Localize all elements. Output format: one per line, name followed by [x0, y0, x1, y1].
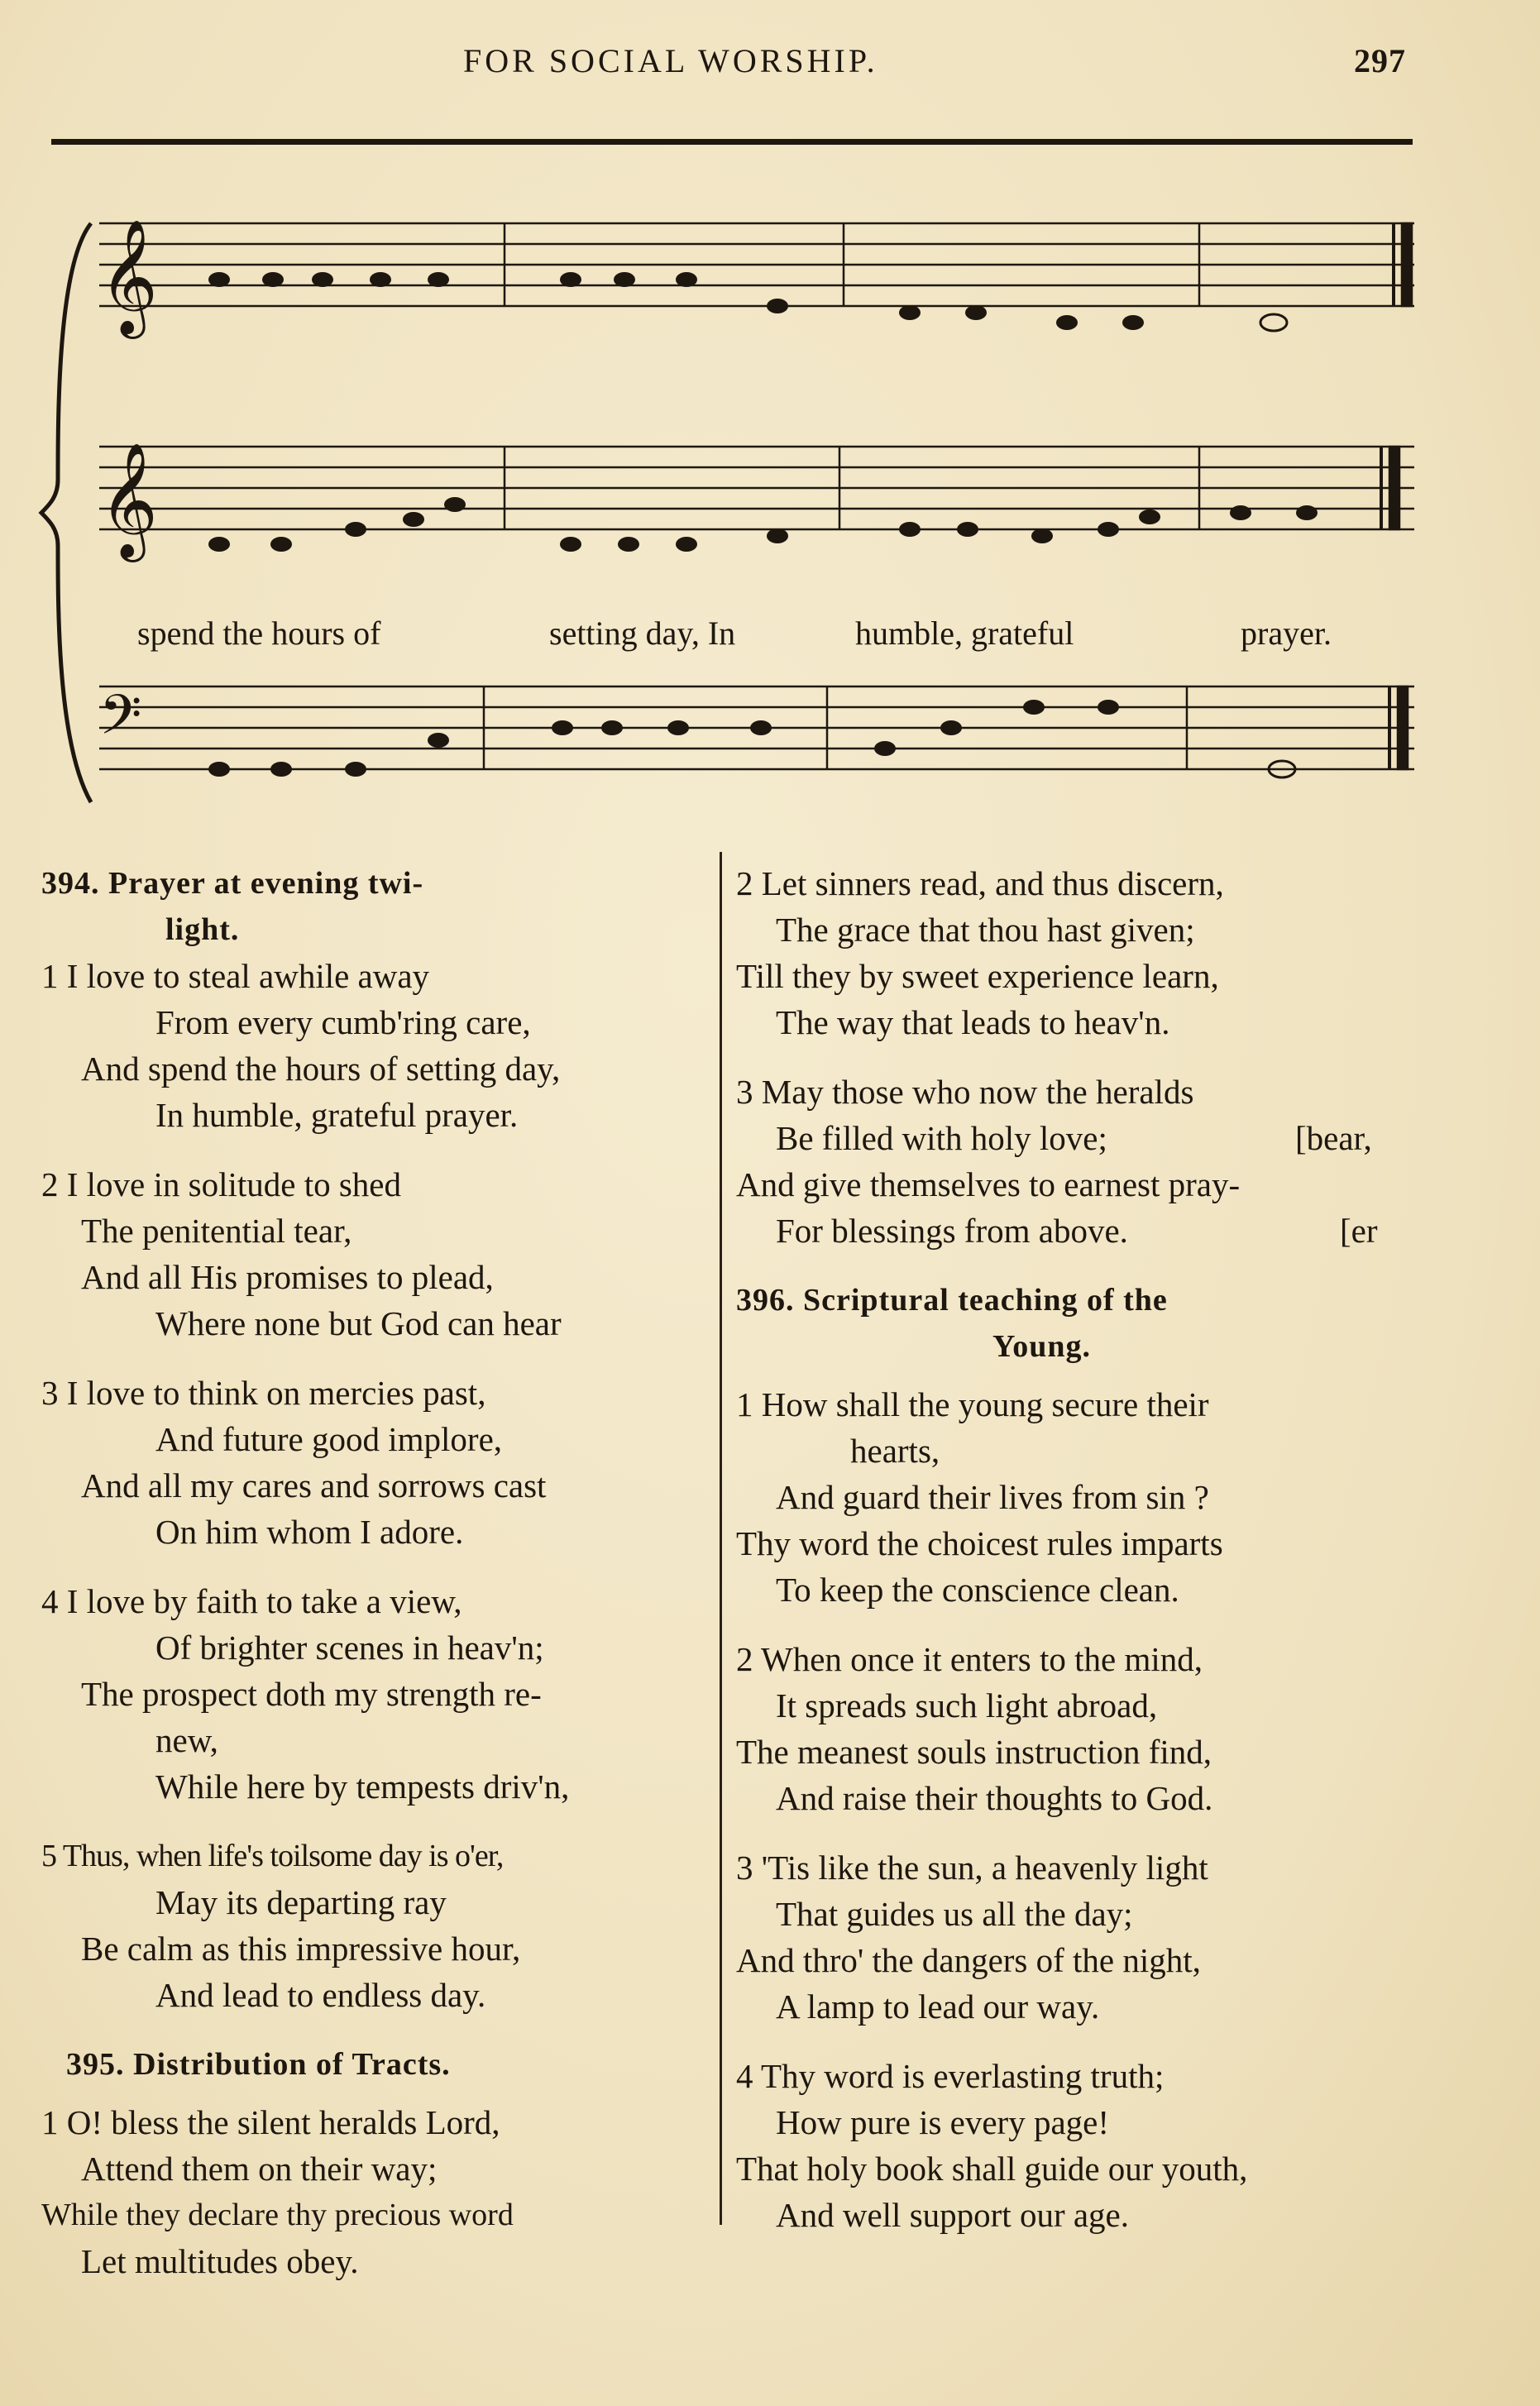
verse-line: And all my cares and sorrows cast [81, 1466, 547, 1504]
hymn-395-heading [41, 2041, 711, 2088]
lyric-4: prayer. [1241, 615, 1332, 652]
verse-text: For blessings from above. [776, 1212, 1128, 1250]
verse-line [736, 1115, 1414, 1161]
treble-clef-1: 𝄞 [99, 219, 158, 334]
notes-staff-3 [208, 700, 1295, 777]
verse-line: The way that leads to heav'n. [776, 1003, 1170, 1041]
stanza [736, 860, 1414, 1045]
verse-line: Attend them on their way; [81, 2150, 438, 2188]
hymn-title-cont: light. [165, 912, 240, 947]
hymn-396-heading [736, 1277, 1414, 1370]
verse-line: And thro' the dangers of the night, [736, 1941, 1201, 1979]
verse-line: Let multitudes obey. [81, 2242, 359, 2280]
verse-line: 2 Let sinners read, and thus discern, [736, 864, 1224, 902]
system-brace [41, 223, 91, 802]
column-divider [720, 852, 722, 2225]
hymn-title: Prayer at evening twi- [108, 866, 424, 901]
verse-line: And lead to endless day. [155, 1976, 486, 2014]
header-title: FOR SOCIAL WORSHIP. [463, 42, 878, 79]
verse-line: 3 May those who now the heralds [736, 1073, 1194, 1111]
right-column [736, 860, 1414, 2261]
stanza [736, 2053, 1414, 2238]
verse-line: That guides us all the day; [776, 1895, 1133, 1933]
stanza [736, 1069, 1414, 1254]
music-score [33, 165, 1423, 827]
hymn-title-cont: Young. [992, 1329, 1091, 1364]
verse-line: It spreads such light abroad, [776, 1686, 1158, 1724]
notes-staff-2 [208, 497, 1318, 552]
verse-text: Be filled with holy love; [776, 1119, 1107, 1157]
verse-line: 2 When once it enters to the mind, [736, 1640, 1203, 1678]
verse-line: 1 I love to steal awhile away [41, 957, 430, 995]
verse-line: Where none but God can hear [155, 1304, 562, 1342]
verse-line: And spend the hours of setting day, [81, 1050, 561, 1088]
hymn-394-heading [41, 860, 711, 953]
lyric-3: humble, grateful [855, 615, 1074, 652]
hymn-number: 394. [41, 866, 100, 901]
stanza [41, 1370, 711, 1555]
verse-line: To keep the conscience clean. [776, 1571, 1179, 1609]
staff-treble-1 [99, 223, 1414, 306]
verse-line: While they declare thy precious word [41, 2198, 514, 2232]
hymn-title: Distribution of Tracts. [133, 2047, 451, 2082]
stanza [41, 1161, 711, 1346]
verse-line: 5 Thus, when life's toilsome day is o'er, [41, 1839, 504, 1873]
verse-overflow: [bear, [1295, 1119, 1372, 1157]
verse-line: new, [155, 1721, 218, 1759]
staff-treble-2 [99, 447, 1414, 529]
verse-line: In humble, grateful prayer. [155, 1096, 519, 1134]
verse-line: A lamp to lead our way. [776, 1987, 1100, 2026]
verse-line: And raise their thoughts to God. [776, 1779, 1213, 1817]
stanza [41, 953, 711, 1138]
verse-line: The prospect doth my strength re- [81, 1675, 542, 1713]
lyric-1: spend the hours of [137, 615, 381, 652]
page-number: 297 [1354, 42, 1406, 79]
verse-line: 4 I love by faith to take a view, [41, 1582, 462, 1620]
stanza [41, 2099, 711, 2284]
verse-line: Till they by sweet experience learn, [736, 957, 1219, 995]
lyric-2: setting day, In [549, 615, 736, 652]
stanza [736, 1636, 1414, 1821]
verse-line: May its departing ray [155, 1883, 447, 1921]
stanza [736, 1381, 1414, 1613]
hymn-title: Scriptural teaching of the [803, 1283, 1168, 1318]
header-rule [51, 139, 1413, 145]
verse-overflow: [er [1340, 1212, 1378, 1250]
verse-line: Of brighter scenes in heav'n; [155, 1629, 544, 1667]
treble-clef-2: 𝄞 [99, 442, 158, 557]
verse-line: 3 'Tis like the sun, a heavenly light [736, 1849, 1208, 1887]
verse-line: Be calm as this impressive hour, [81, 1930, 521, 1968]
verse-line: Thy word the choicest rules imparts [736, 1524, 1223, 1562]
verse-line: 4 Thy word is everlasting truth; [736, 2057, 1165, 2095]
stanza [41, 1833, 711, 2018]
verse-line: And well support our age. [776, 2196, 1129, 2234]
verse-line [736, 1208, 1414, 1254]
verse-line: 1 O! bless the silent heralds Lord, [41, 2103, 500, 2141]
notes-staff-1 [208, 272, 1287, 331]
verse-line: On him whom I adore. [155, 1513, 464, 1551]
hymn-number: 396. [736, 1283, 795, 1318]
verse-line: And give themselves to earnest pray- [736, 1165, 1241, 1203]
bass-clef: 𝄢 [99, 683, 142, 760]
verse-line: The meanest souls instruction find, [736, 1733, 1212, 1771]
verse-line: 2 I love in solitude to shed [41, 1165, 402, 1203]
verse-line: And all His promises to plead, [81, 1258, 494, 1296]
verse-line: The penitential tear, [81, 1212, 352, 1250]
verse-line: While here by tempests driv'n, [155, 1767, 570, 1806]
verse-line: 1 How shall the young secure their [736, 1385, 1209, 1423]
verse-line: hearts, [850, 1432, 940, 1470]
verse-line: That holy book shall guide our youth, [736, 2150, 1248, 2188]
hymn-number: 395. [66, 2047, 125, 2082]
stanza [41, 1578, 711, 1810]
verse-line: 3 I love to think on mercies past, [41, 1374, 486, 1412]
verse-line: And future good implore, [155, 1420, 503, 1458]
verse-line: The grace that thou hast given; [776, 911, 1195, 949]
verse-line: How pure is every page! [776, 2103, 1110, 2141]
verse-line: From every cumb'ring care, [155, 1003, 531, 1041]
verse-line: And guard their lives from sin ? [776, 1478, 1209, 1516]
stanza [736, 1844, 1414, 2030]
left-column [41, 860, 711, 2308]
